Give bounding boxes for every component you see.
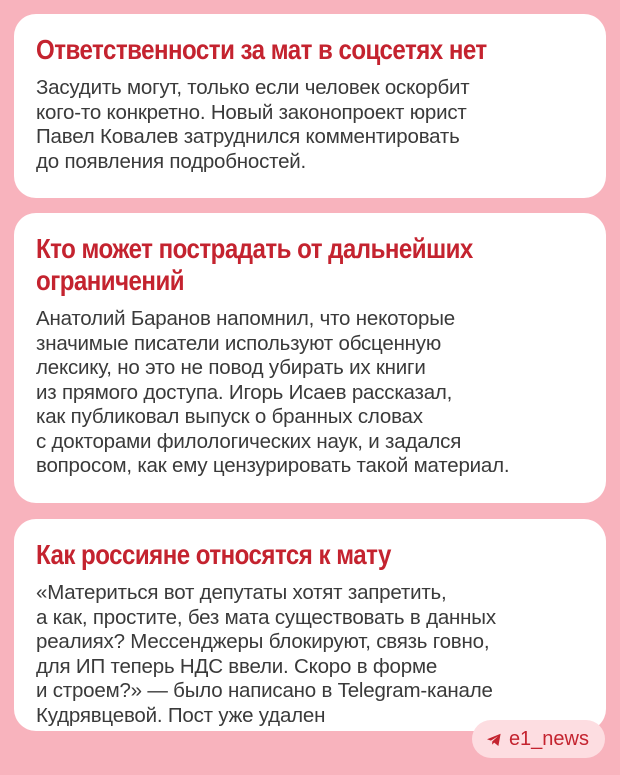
- card-body: «Материться вот депутаты хотят запретить, а как, простите, без мата существовать в данных реалиях? Мессенджеры блокируют, связь говно, для ИП теперь НДС ввели. Скоро в форме и строем?» — было написано в Telegram-канале Кудрявцевой. Пост уже удален: [36, 581, 496, 727]
- card-title: Ответственности за мат в соцсетях нет: [36, 34, 487, 65]
- brand-label: e1_news: [508, 727, 589, 750]
- card-body: Анатолий Баранов напомнил, что некоторые значимые писатели используют обсценную лексику, но это не повод убирать их книги из прямого доступа. Игорь Исаев рассказал, как публиковал выпуск о бранных словах с докторами филологических наук, и задался вопросом, как ему цензурировать такой материал.: [36, 307, 510, 477]
- telegram-icon: [486, 731, 502, 747]
- card-body: Засудить могут, только если человек оскорбит кого-то конкретно. Новый законопроект юрист Павел Ковалев затруднился комментировать до появления подробностей.: [36, 76, 470, 173]
- card-title: Кто может пострадать от дальнейших ограничений: [36, 233, 473, 296]
- card-restrictions: [14, 213, 606, 503]
- card-title: Как россияне относятся к мату: [36, 539, 391, 570]
- card-public-opinion: [14, 519, 606, 731]
- brand-badge[interactable]: [472, 720, 605, 758]
- card-responsibility: [14, 14, 606, 198]
